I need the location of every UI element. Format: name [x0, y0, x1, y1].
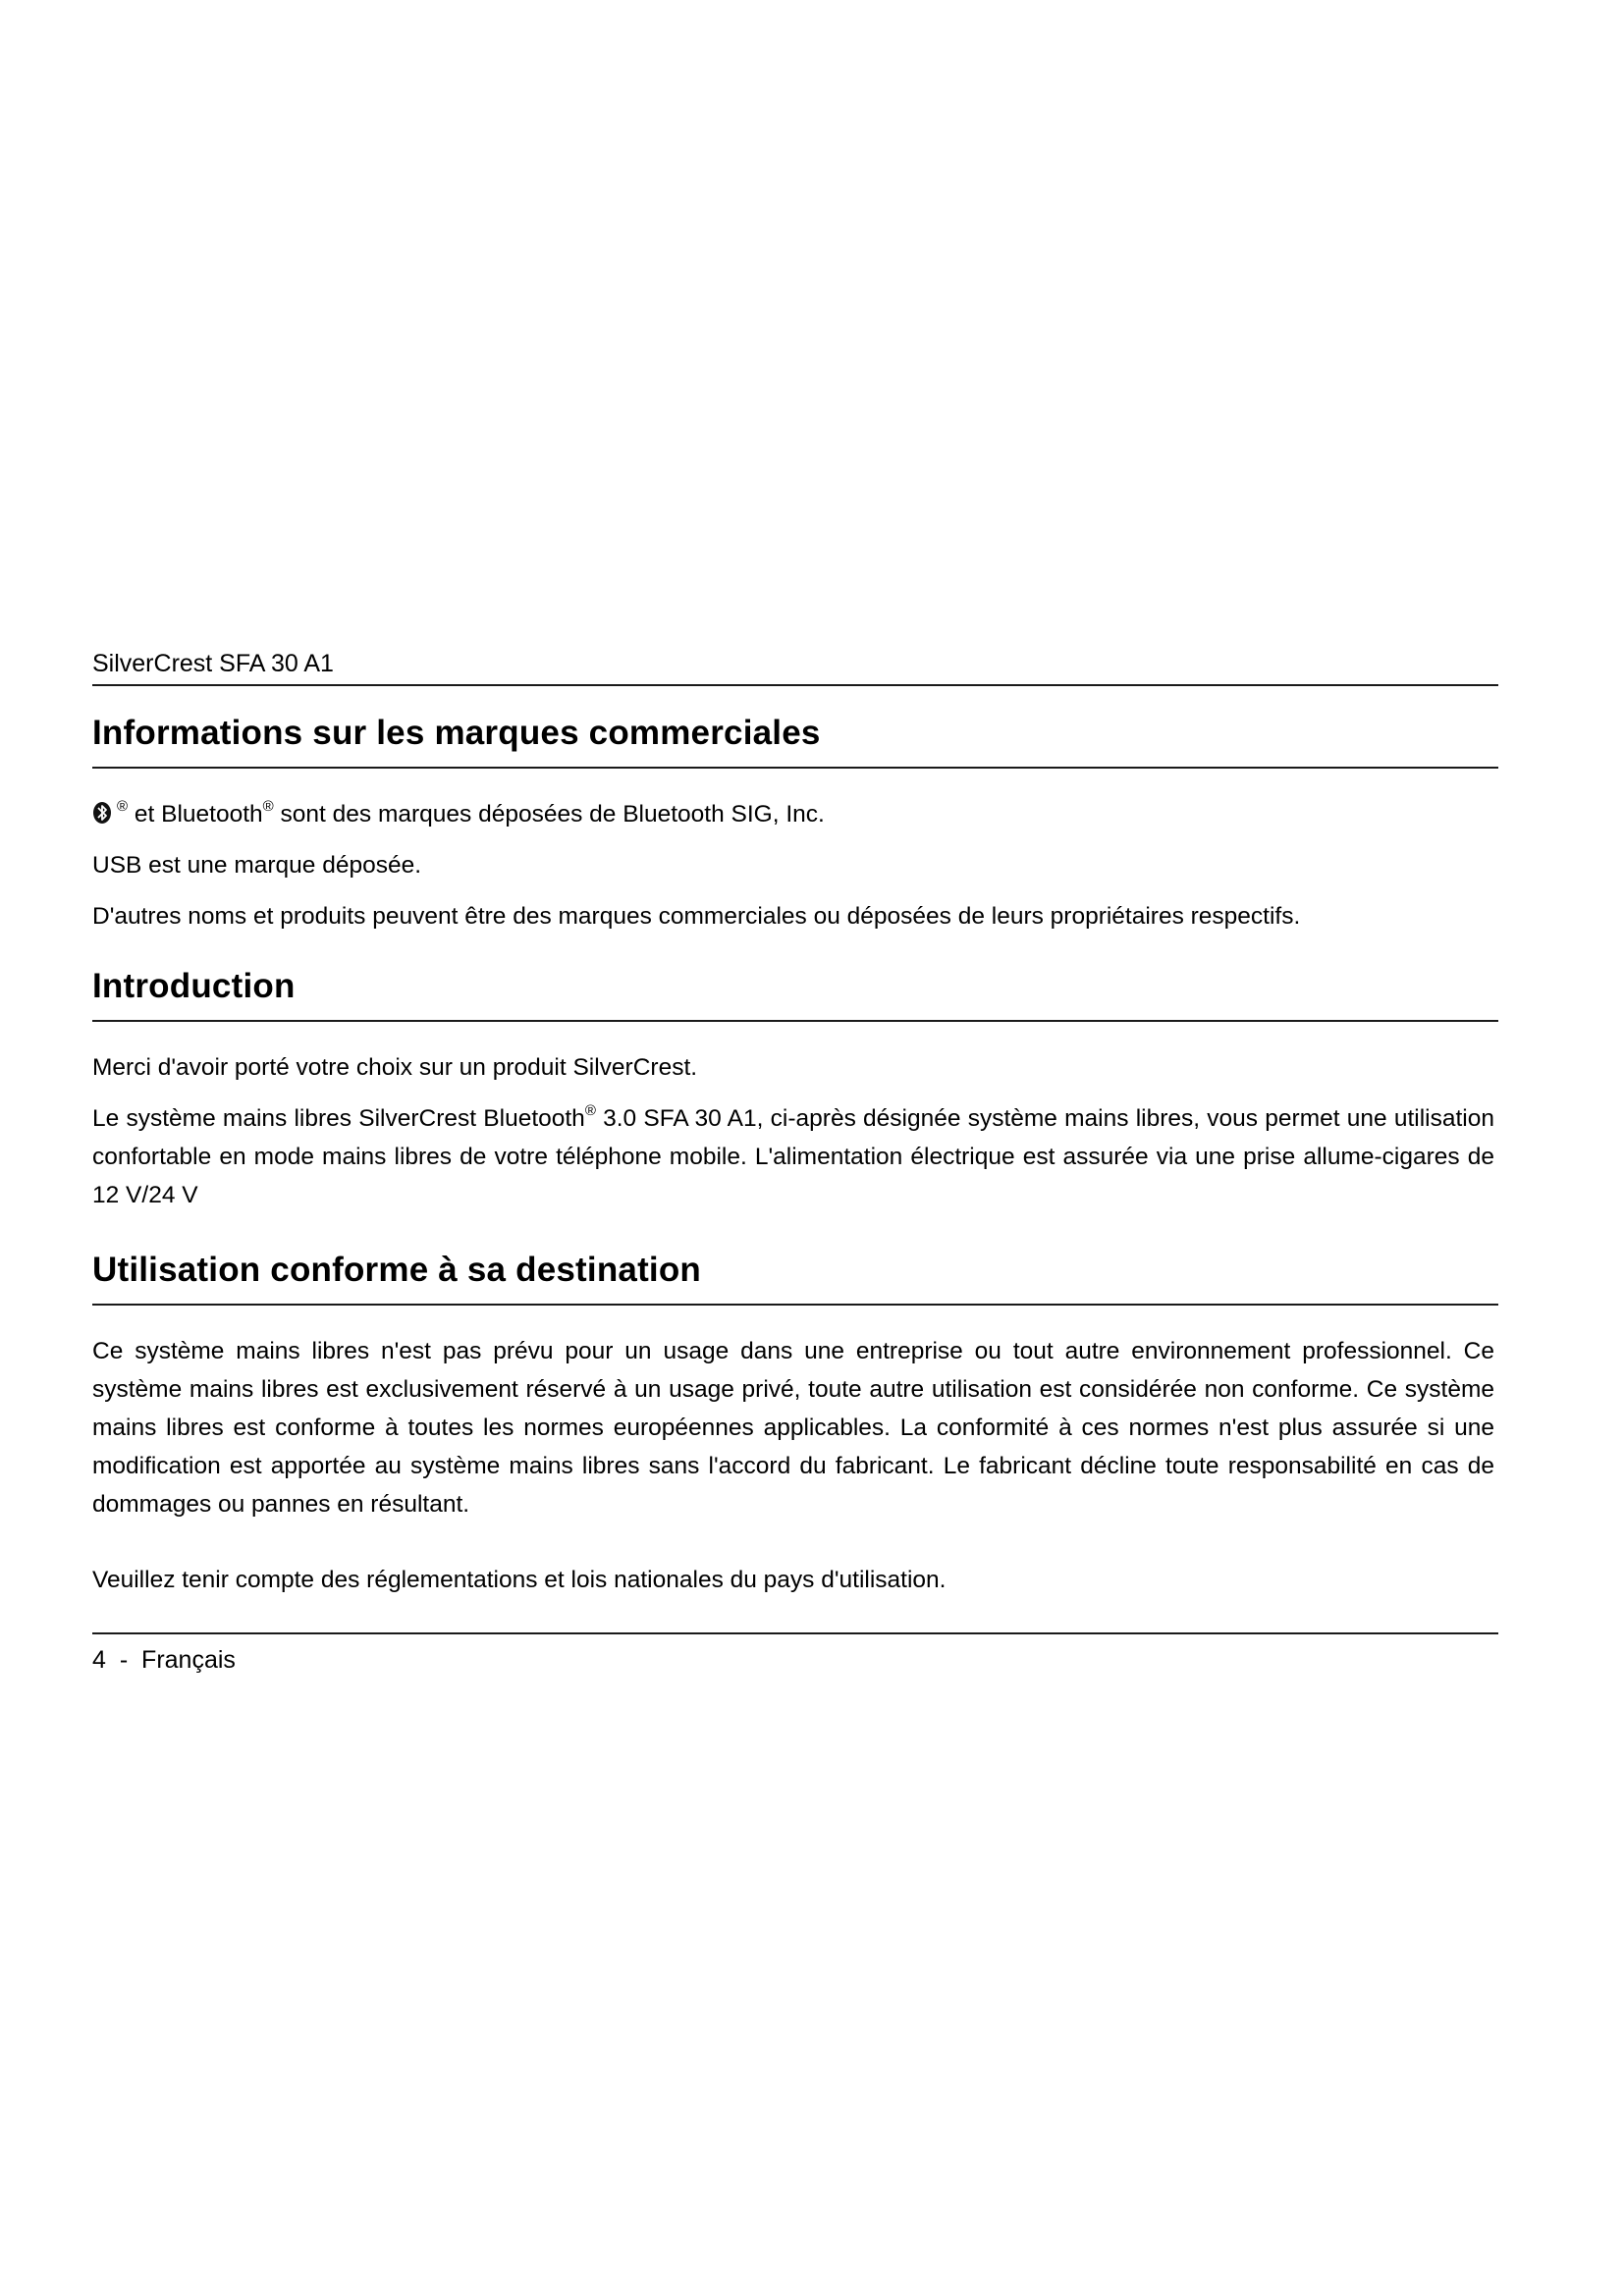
trademark-line1-text: et Bluetooth — [134, 801, 263, 828]
intended-use-para-main: Ce système mains libres n'est pas prévu pour un usage dans une entreprise ou tout autre environnement professionnel. Ce système mains libres est exclusivement réservé à un usage privé, toute autre utilisation est considérée non conforme. Ce système mains libres est conforme à toutes les normes européennes applicables. La conformité à ces normes n'est plus assurée si une modification est apportée au système mains libres sans l'accord du fabricant. Le fabricant décline toute responsabilité en cas de dommages ou pannes en résultant. — [92, 1338, 1494, 1518]
intro-para2-b: 3.0 SFA 30 A1, ci-après désignée système mains libres, vous permet une utilisation confortable en mode mains libres de votre téléphone mobile. L'alimentation électrique est assurée via une prise allume-cigares de 12 V/24 V — [92, 1105, 1494, 1208]
trademark-line1-rest: sont des marques déposées de Bluetooth SIG, Inc. — [280, 801, 825, 828]
registered-mark: ® — [584, 1101, 596, 1119]
trademark-line-usb: USB est une marque déposée. — [92, 852, 422, 879]
intro-para-thanks: Merci d'avoir porté votre choix sur un produit SilverCrest. — [92, 1054, 698, 1081]
page-number: 4 — [92, 1646, 106, 1674]
intro-para-description — [92, 1099, 1494, 1214]
intended-use-para-laws: Veuillez tenir compte des réglementations et lois nationales du pays d'utilisation. — [92, 1567, 947, 1593]
section-rule-intended-use — [92, 1304, 1498, 1306]
bluetooth-logo-icon — [92, 798, 114, 836]
header-rule — [92, 684, 1498, 686]
trademark-line-bluetooth — [92, 795, 1494, 836]
running-header: SilverCrest SFA 30 A1 — [92, 650, 334, 677]
footer-language: Français — [141, 1646, 236, 1674]
document-page — [92, 0, 1498, 2296]
logo-registered-mark: ® — [117, 797, 129, 815]
section-rule-trademarks — [92, 767, 1498, 769]
intro-para2-a: Le système mains libres SilverCrest Bluetooth — [92, 1105, 585, 1132]
page-footer — [92, 1644, 236, 1676]
section-title-introduction: Introduction — [92, 967, 296, 1005]
section-rule-introduction — [92, 1020, 1498, 1022]
footer-separator: - — [119, 1646, 129, 1674]
trademark-line-other: D'autres noms et produits peuvent être des marques commerciales ou déposées de leurs propriétaires respectifs. — [92, 903, 1301, 930]
section-title-intended-use: Utilisation conforme à sa destination — [92, 1251, 702, 1289]
registered-mark: ® — [262, 797, 274, 815]
footer-rule — [92, 1632, 1498, 1634]
section-title-trademarks: Informations sur les marques commerciales — [92, 714, 821, 752]
